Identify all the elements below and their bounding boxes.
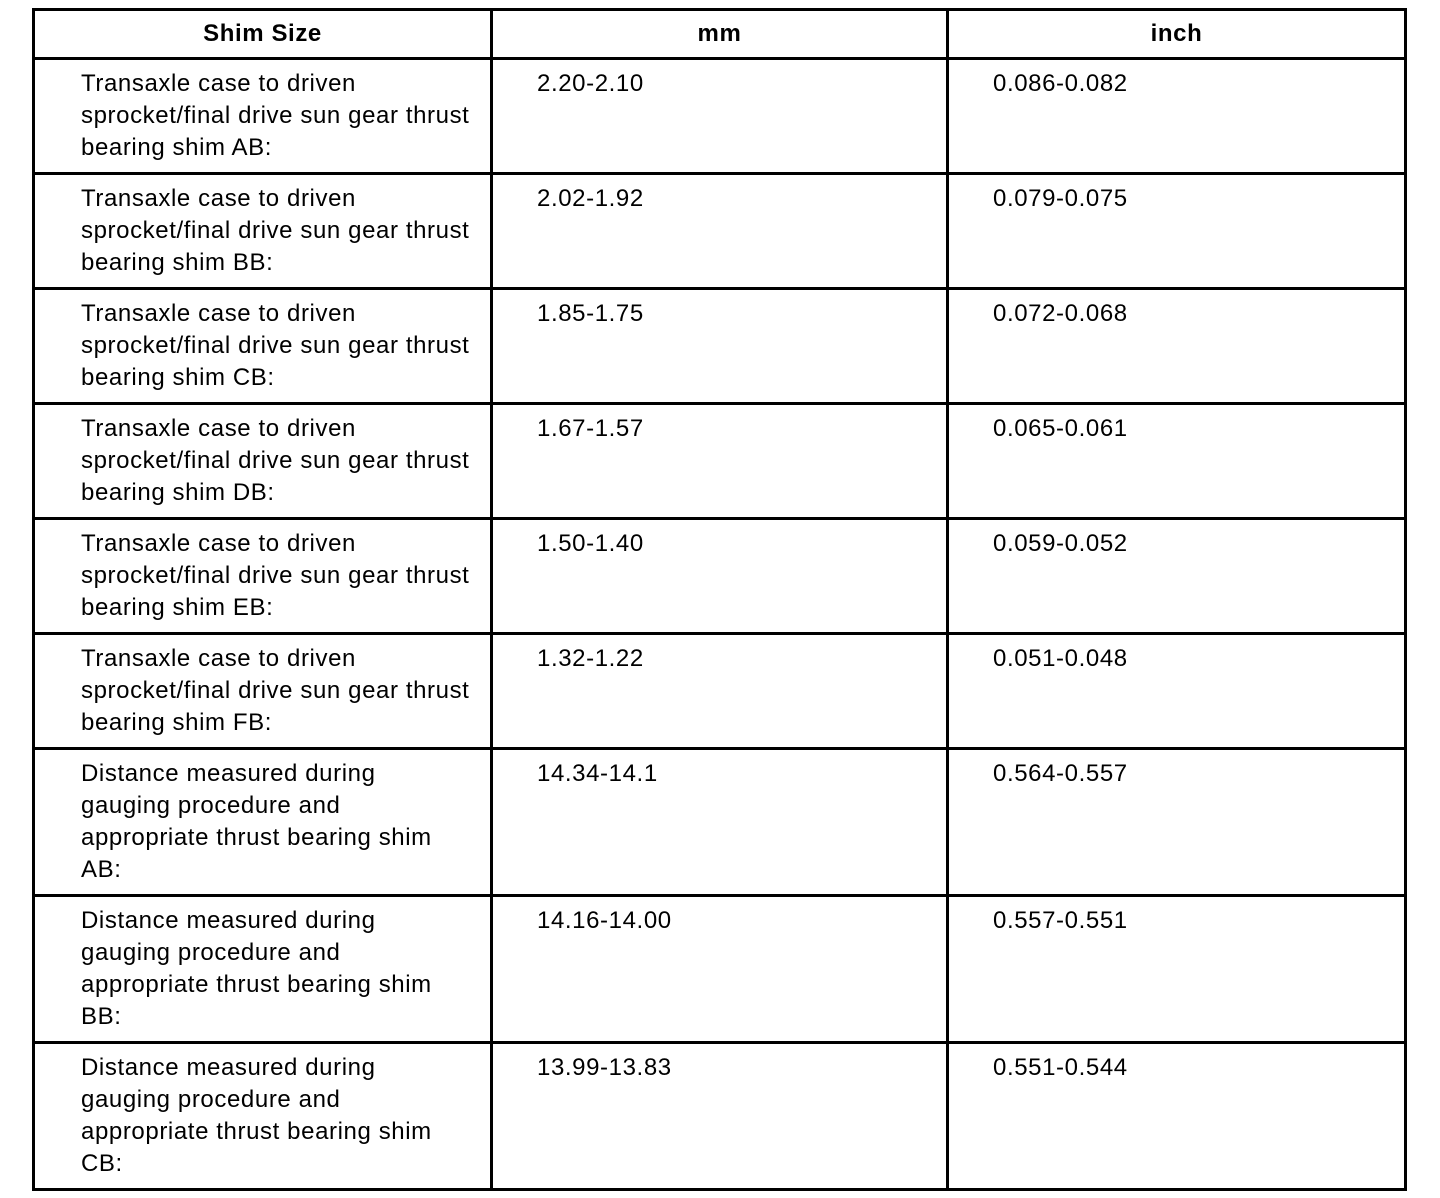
header-inch: inch [948, 10, 1406, 59]
shim-description: Distance measured during gauging procedure and appropriate thrust bearing shim AB: [34, 749, 492, 896]
table-row [34, 749, 1406, 896]
inch-value: 0.551-0.544 [948, 1043, 1406, 1190]
header-mm: mm [492, 10, 948, 59]
shim-description: Transaxle case to driven sprocket/final drive sun gear thrust bearing shim FB: [34, 634, 492, 749]
mm-value: 1.67-1.57 [492, 404, 948, 519]
inch-value: 0.557-0.551 [948, 896, 1406, 1043]
shim-description: Distance measured during gauging procedure and appropriate thrust bearing shim BB: [34, 896, 492, 1043]
table-row [34, 896, 1406, 1043]
mm-value: 13.99-13.83 [492, 1043, 948, 1190]
inch-value: 0.059-0.052 [948, 519, 1406, 634]
shim-description: Transaxle case to driven sprocket/final drive sun gear thrust bearing shim CB: [34, 289, 492, 404]
mm-value: 2.02-1.92 [492, 174, 948, 289]
mm-value: 14.16-14.00 [492, 896, 948, 1043]
inch-value: 0.564-0.557 [948, 749, 1406, 896]
inch-value: 0.072-0.068 [948, 289, 1406, 404]
table-row [34, 174, 1406, 289]
table-row [34, 634, 1406, 749]
shim-size-table [32, 8, 1407, 1191]
mm-value: 1.85-1.75 [492, 289, 948, 404]
shim-description: Transaxle case to driven sprocket/final drive sun gear thrust bearing shim EB: [34, 519, 492, 634]
inch-value: 0.051-0.048 [948, 634, 1406, 749]
inch-value: 0.086-0.082 [948, 59, 1406, 174]
mm-value: 14.34-14.1 [492, 749, 948, 896]
inch-value: 0.065-0.061 [948, 404, 1406, 519]
shim-description: Distance measured during gauging procedure and appropriate thrust bearing shim CB: [34, 1043, 492, 1190]
table-row [34, 59, 1406, 174]
inch-value: 0.079-0.075 [948, 174, 1406, 289]
table-row [34, 1043, 1406, 1190]
table-row [34, 404, 1406, 519]
table-row [34, 289, 1406, 404]
shim-description: Transaxle case to driven sprocket/final drive sun gear thrust bearing shim BB: [34, 174, 492, 289]
mm-value: 1.50-1.40 [492, 519, 948, 634]
mm-value: 1.32-1.22 [492, 634, 948, 749]
header-shim-size: Shim Size [34, 10, 492, 59]
table-row [34, 519, 1406, 634]
header-row [34, 10, 1406, 59]
shim-description: Transaxle case to driven sprocket/final drive sun gear thrust bearing shim DB: [34, 404, 492, 519]
shim-description: Transaxle case to driven sprocket/final drive sun gear thrust bearing shim AB: [34, 59, 492, 174]
mm-value: 2.20-2.10 [492, 59, 948, 174]
